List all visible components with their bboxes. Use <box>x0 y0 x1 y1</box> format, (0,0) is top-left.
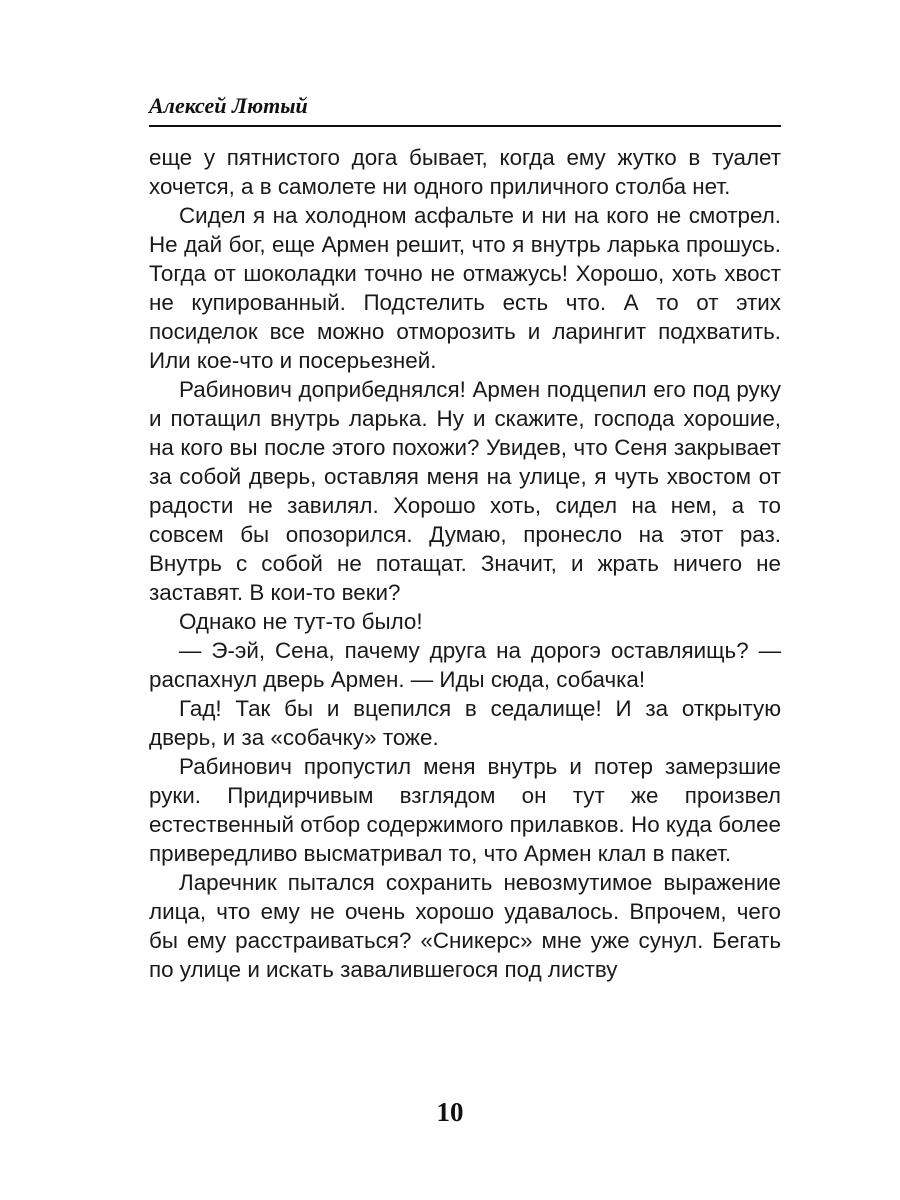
header-rule <box>149 125 781 127</box>
running-header-author: Алексей Лютый <box>149 93 308 118</box>
dialogue-paragraph: — Э-эй, Сена, пачему друга на дорогэ оставляищь? — распахнул дверь Армен. — Иды сюда, собачка! <box>149 638 781 692</box>
paragraph: Ларечник пытался сохранить невозмутимое выражение лица, что ему не очень хорошо удавалось. Впрочем, чего бы ему расстраиваться? «Сникерс» мне уже сунул. Бегать по улице и искать завалившегося под листву <box>149 870 781 982</box>
paragraph: Сидел я на холодном асфальте и ни на кого не смотрел. Не дай бог, еще Армен решит, что я внутрь ларька прошусь. Тогда от шоколадки точно не отмажусь! Хорошо, хоть хвост не купированный. Подстелить есть что. А то от этих посиделок все можно отморозить и ларингит подхватить. Или кое-что и посерьезней. <box>149 203 781 373</box>
paragraph-continued: еще у пятнистого дога бывает, когда ему жутко в туалет хочется, а в самолете ни одного приличного столба нет. <box>149 145 781 199</box>
page-number: 10 <box>436 1097 464 1127</box>
paragraph: Рабинович пропустил меня внутрь и потер замерзшие руки. Придирчивым взглядом он тут же произвел естественный отбор содержимого прилавков. Но куда более привередливо высматривал то, что Армен клал в пакет. <box>149 754 781 866</box>
running-header <box>149 92 781 127</box>
paragraph: Однако не тут-то было! <box>179 609 423 634</box>
paragraph: Рабинович доприбеднялся! Армен подцепил его под руку и потащил внутрь ларька. Ну и скажите, господа хорошие, на кого вы после этого похожи? Увидев, что Сеня закрывает за собой дверь, оставляя меня на улице, я чуть хвостом от радости не завилял. Хорошо хоть, сидел на нем, а то совсем бы опозорился. Думаю, пронесло на этот раз. Внутрь с собой не потащат. Значит, и жрать ничего не заставят. В кои-то веки? <box>149 377 781 605</box>
paragraph: Гад! Так бы и вцепился в седалище! И за открытую дверь, и за «собачку» тоже. <box>149 696 781 750</box>
body-text <box>149 143 781 984</box>
